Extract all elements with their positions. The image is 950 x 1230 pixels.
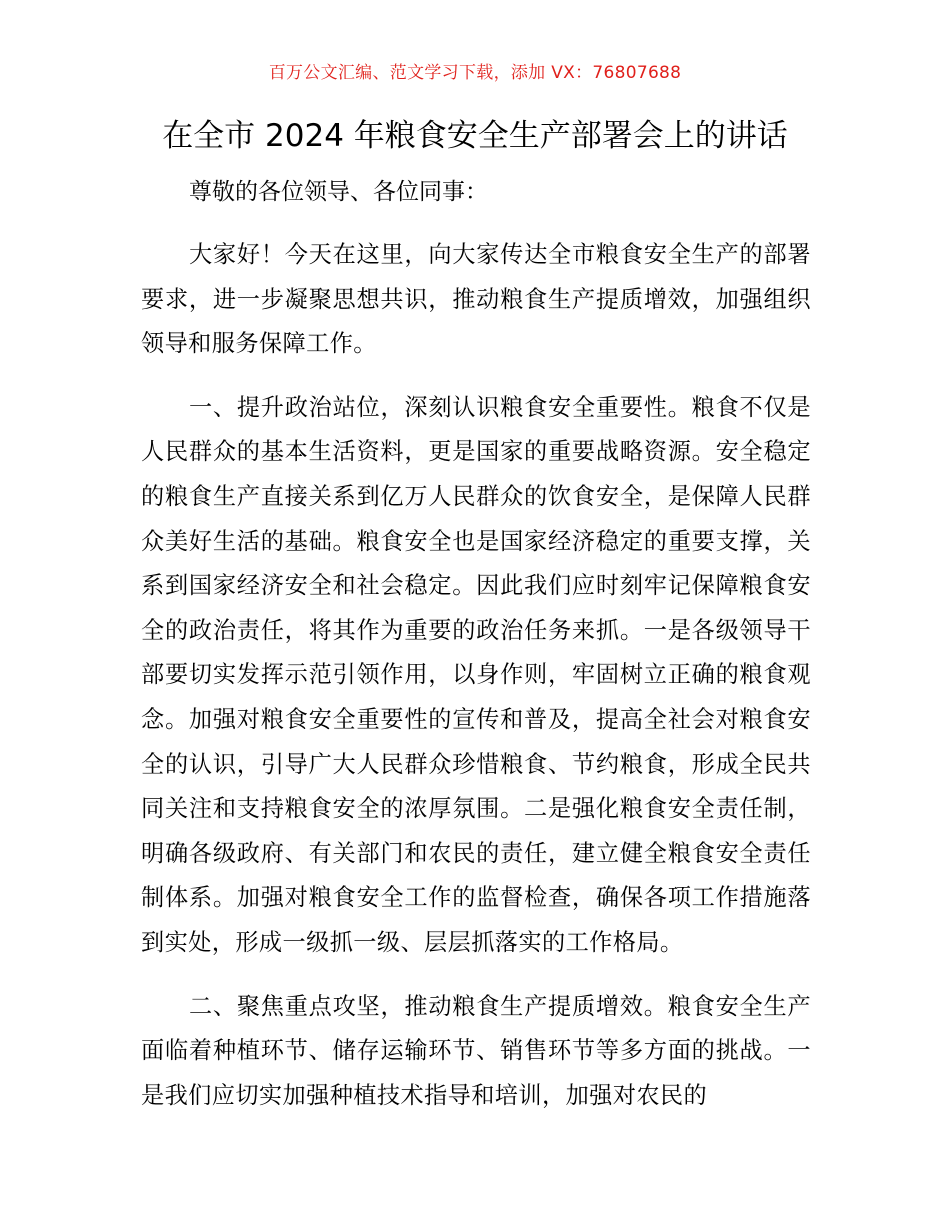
document-title: 在全市 2024 年粮食安全生产部署会上的讲话 (162, 118, 788, 154)
salutation: 尊敬的各位领导、各位同事： (189, 179, 488, 205)
document-body (141, 170, 811, 1137)
header-watermark-note: 百万公文汇编、范文学习下载，添加 VX：76807688 (268, 63, 682, 83)
paragraph-section-two: 二、聚焦重点攻坚，推动粮食生产提质增效。粮食安全生产面临着种植环节、储存运输环节、销售环节等多方面的挑战。一是我们应切实加强种植技术指导和培训，加强对农民的 (141, 992, 811, 1109)
paragraph-greeting: 大家好！今天在这里，向大家传达全市粮食安全生产的部署要求，进一步凝聚思想共识，推动粮食生产提质增效，加强组织领导和服务保障工作。 (141, 241, 811, 358)
paragraph-section-one: 一、提升政治站位，深刻认识粮食安全重要性。粮食不仅是人民群众的基本生活资料，更是国家的重要战略资源。安全稳定的粮食生产直接关系到亿万人民群众的饮食安全，是保障人民群众美好生活的基础。粮食安全也是国家经济稳定的重要支撑，关系到国家经济安全和社会稳定。因此我们应时刻牢记保障粮食安全的政治责任，将其作为重要的政治任务来抓。一是各级领导干部要切实发挥示范引领作用，以身作则，牢固树立正确的粮食观念。加强对粮食安全重要性的宣传和普及，提高全社会对粮食安全的认识，引导广大人民群众珍惜粮食、节约粮食，形成全民共同关注和支持粮食安全的浓厚氛围。二是强化粮食安全责任制，明确各级政府、有关部门和农民的责任，建立健全粮食安全责任制体系。加强对粮食安全工作的监督检查，确保各项工作措施落到实处，形成一级抓一级、层层抓落实的工作格局。 (141, 393, 811, 956)
